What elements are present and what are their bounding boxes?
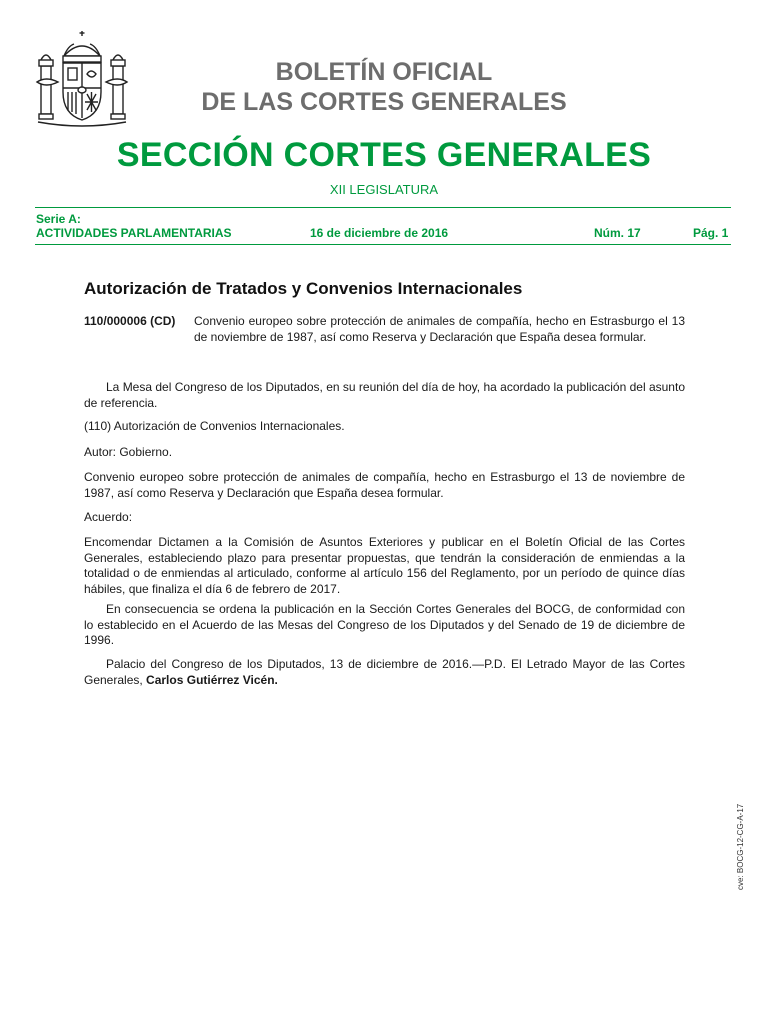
- signer-name: Carlos Gutiérrez Vicén.: [146, 672, 278, 687]
- bulletin-title-line2: DE LAS CORTES GENERALES: [201, 88, 567, 116]
- page-number: Pág. 1: [693, 226, 729, 240]
- signature-text: Palacio del Congreso de los Diputados, 13 de diciembre de 2016.—P.D. El Letrado Mayor de las Cortes Generales,: [84, 657, 685, 687]
- paragraph-agreement-label: Acuerdo:: [84, 510, 133, 524]
- bottom-divider: [35, 244, 731, 245]
- paragraph-signature: [84, 657, 685, 688]
- paragraph-author: Autor: Gobierno.: [84, 445, 173, 459]
- paragraph-agreement: Encomendar Dictamen a la Comisión de Asuntos Exteriores y publicar en el Boletín Oficial de las Cortes Generales, estableciendo plazo para presentar propuestas, que tendrán la consideración de enmiendas a la totalidad o de enmiendas al articulado, conforme al artículo 156 del Reglamento, por un período de quince días hábiles, que finaliza el día 6 de febrero de 2017.: [84, 535, 685, 596]
- section-title: SECCIÓN CORTES GENERALES: [116, 136, 652, 174]
- date-label: 16 de diciembre de 2016: [310, 226, 449, 240]
- paragraph-mesa: La Mesa del Congreso de los Diputados, en su reunión del día de hoy, ha acordado la publicación del asunto de referencia.: [84, 380, 685, 410]
- entry-code: 110/000006 (CD): [84, 314, 176, 328]
- document-heading: Autorización de Tratados y Convenios Internacionales: [84, 279, 523, 298]
- paragraph-convention: Convenio europeo sobre protección de animales de compañía, hecho en Estrasburgo el 13 de noviembre de 1987, así como Reserva y Declaración que España desea formular.: [84, 470, 685, 500]
- category-label: ACTIVIDADES PARLAMENTARIAS: [36, 226, 232, 240]
- legislature-label: XII LEGISLATURA: [329, 182, 439, 197]
- series-label: Serie A:: [36, 212, 81, 226]
- paragraph-type: (110) Autorización de Convenios Internacionales.: [84, 419, 345, 433]
- entry-description: Convenio europeo sobre protección de animales de compañía, hecho en Estrasburgo el 13 de noviembre de 1987, así como Reserva y Declaración que España desea formular.: [194, 314, 685, 344]
- cve-code: cve: BOCG-12-CG-A-17: [736, 803, 745, 890]
- top-divider: [35, 207, 731, 208]
- paragraph-publication-order: En consecuencia se ordena la publicación en la Sección Cortes Generales del BOCG, de conformidad con lo establecido en el Acuerdo de las Mesas del Congreso de los Diputados y del Senado de 19 de diciembre de 1996.: [84, 602, 685, 647]
- issue-number: Núm. 17: [594, 226, 641, 240]
- spain-coat-of-arms-icon: [34, 30, 130, 134]
- bulletin-title-line1: BOLETÍN OFICIAL: [275, 58, 493, 86]
